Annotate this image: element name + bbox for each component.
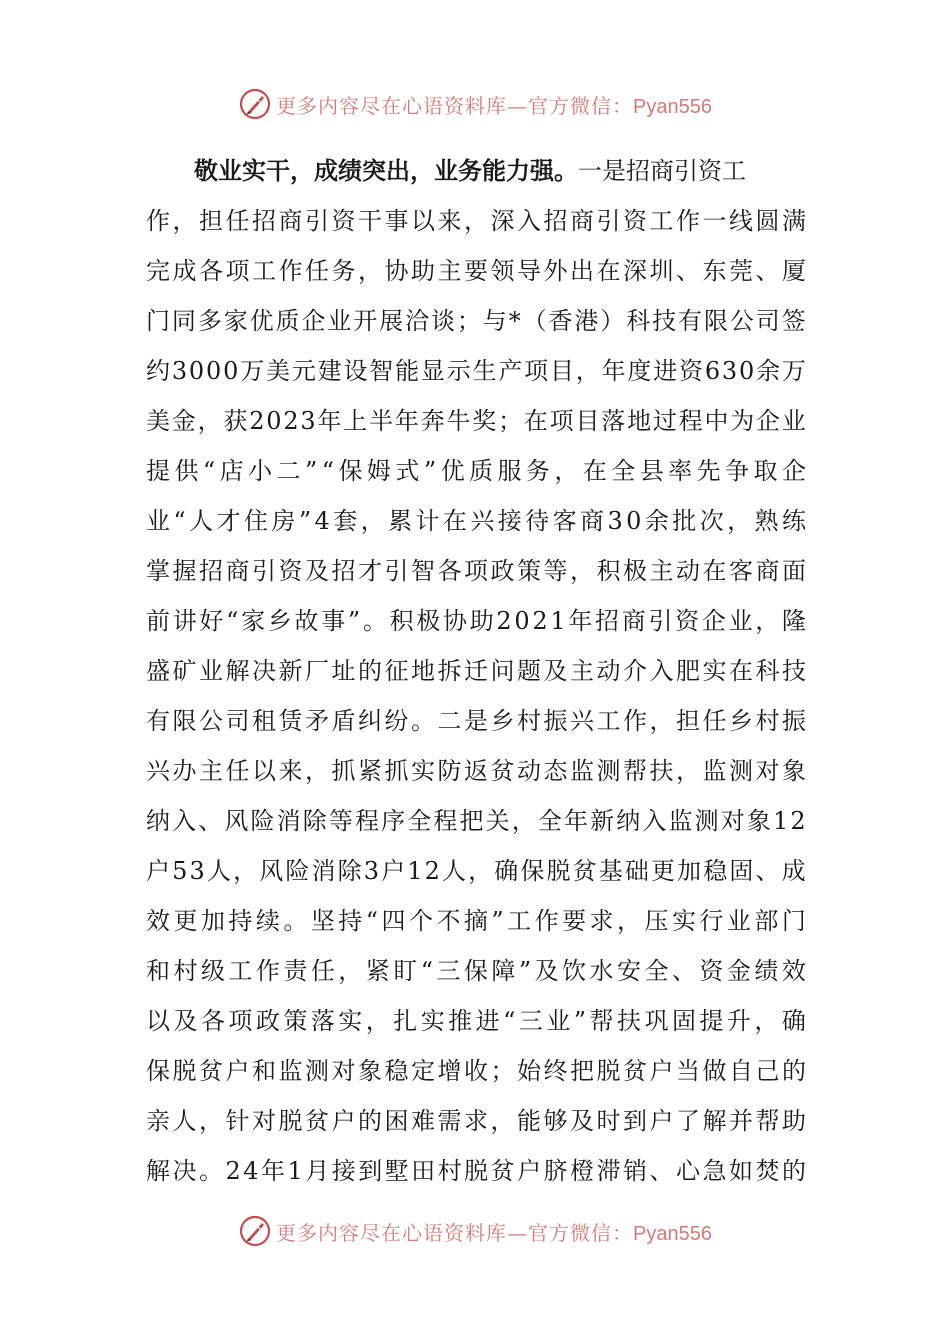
text-line: 前 讲 好 “ 家 乡 故 事 ” 。 积 极 协 助 2 0 2 1 年 招 商 引 资 企 业 ， 隆 [146, 607, 806, 635]
text-line: 和 村 级 工 作 责 任 ， 紧 盯 “ 三 保 障 ” 及 饮 水 安 全 、 资 金 绩 效 [146, 957, 806, 985]
text-line: 约 3 0 0 0 万 美 元 建 设 智 能 显 示 生 产 项 目 ， 年 度 进 资 6 3 0 余 万 [146, 357, 806, 385]
text-line: 纳 入 、 风 险 消 除 等 程 序 全 程 把 关 ， 全 年 新 纳 入 监 测 对 象 1 2 [146, 807, 806, 835]
text-line: 以 及 各 项 政 策 落 实 ， 扎 实 推 进 “ 三 业 ” 帮 扶 巩 固 提 升 ， 确 [146, 1007, 806, 1035]
header-watermark [0, 84, 950, 124]
text-line: 业 “ 人 才 住 房 ” 4 套 ， 累 计 在 兴 接 待 客 商 3 0 余 批 次 ， 熟 练 [146, 507, 806, 535]
text-line: 盛 矿 业 解 决 新 厂 址 的 征 地 拆 迁 问 题 及 主 动 介 入 肥 实 在 科 技 [146, 657, 806, 685]
text-line: 作 ， 担 任 招 商 引 资 干 事 以 来 ， 深 入 招 商 引 资 工 作 一 线 圆 满 [146, 207, 806, 235]
paragraph-line-1 [146, 146, 806, 196]
text-line: 户 5 3 人 ， 风 险 消 除 3 户 1 2 人 ， 确 保 脱 贫 基 础 更 加 稳 固 、 成 [146, 857, 806, 885]
text-line: 兴 办 主 任 以 来 ， 抓 紧 抓 实 防 返 贫 动 态 监 测 帮 扶 ， 监 测 对 象 [146, 757, 806, 785]
watermark-text-cn: 更多内容尽在心语资料库—官方微信： [276, 93, 634, 118]
text-line: 门 同 多 家 优 质 企 业 开 展 洽 谈 ； 与 * （ 香 港 ） 科 技 有 限 公 司 签 [146, 307, 806, 335]
text-line: 一是招商引资工 [578, 157, 746, 185]
text-line: 亲 人 ， 针 对 脱 贫 户 的 困 难 需 求 ， 能 够 及 时 到 户 了 解 并 帮 助 [146, 1107, 806, 1135]
text-line: 效 更 加 持 续 。 坚 持 “ 四 个 不 摘 ” 工 作 要 求 ， 压 实 行 业 部 门 [146, 907, 806, 935]
text-line: 解 决 。 2 4 年 1 月 接 到 墅 田 村 脱 贫 户 脐 橙 滞 销 、 心 急 如 焚 的 [146, 1157, 806, 1185]
paragraph-lead-bold: 敬业实干，成绩突出，业务能力强。 [194, 156, 578, 185]
watermark-text-cn: 更多内容尽在心语资料库—官方微信： [276, 1220, 634, 1245]
watermark-wechat-id: Pyan556 [633, 1222, 712, 1245]
quill-pen-logo-icon [238, 1214, 272, 1248]
text-line: 保 脱 贫 户 和 监 测 对 象 稳 定 增 收 ； 始 终 把 脱 贫 户 当 做 自 己 的 [146, 1057, 806, 1085]
text-line: 有 限 公 司 租 赁 矛 盾 纠 纷 。 二 是 乡 村 振 兴 工 作 ， 担 任 乡 村 振 [146, 707, 806, 735]
text-line: 掌 握 招 商 引 资 及 招 才 引 智 各 项 政 策 等 ， 积 极 主 动 在 客 商 面 [146, 557, 806, 585]
text-line: 提 供 “ 店 小 二 ” “ 保 姆 式 ” 优 质 服 务 ， 在 全 县 率 先 争 取 企 [146, 457, 806, 485]
text-line: 完 成 各 项 工 作 任 务 ， 协 助 主 要 领 导 外 出 在 深 圳 、 东 莞 、 厦 [146, 257, 806, 285]
text-line: 美 金 ， 获 2 0 2 3 年 上 半 年 奔 牛 奖 ； 在 项 目 落 地 过 程 中 为 企 业 [146, 407, 806, 435]
watermark-wechat-id: Pyan556 [633, 95, 712, 118]
footer-watermark [0, 1211, 950, 1251]
document-body [146, 146, 806, 1196]
watermark-text [276, 90, 712, 119]
quill-pen-logo-icon [238, 87, 272, 121]
watermark-text [276, 1217, 712, 1246]
